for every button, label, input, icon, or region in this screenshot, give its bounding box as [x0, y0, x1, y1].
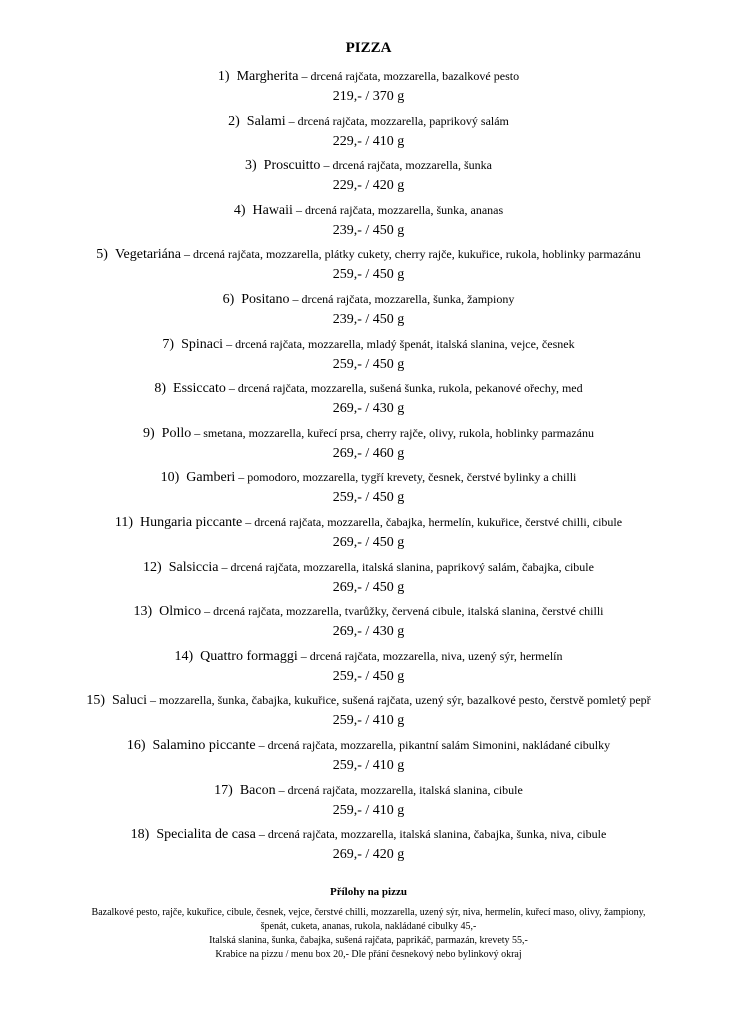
- item-line: [0, 68, 737, 85]
- item-line: [0, 380, 737, 397]
- item-description: – drcená rajčata, mozzarella, čabajka, hermelín, kukuřice, čerstvé chilli, cibule: [242, 515, 623, 529]
- menu-item: [0, 514, 737, 551]
- item-name: Saluci: [112, 693, 147, 708]
- item-number: 10): [160, 470, 180, 485]
- item-name: Essiccato: [173, 381, 226, 396]
- item-number: 14): [174, 649, 194, 664]
- item-line: [0, 559, 737, 576]
- item-price: 229,- / 420 g: [332, 178, 405, 193]
- item-name: Bacon: [239, 783, 276, 798]
- menu-item: [0, 648, 737, 685]
- item-name: Vegetariána: [114, 247, 182, 262]
- item-description: – pomodoro, mozzarella, tygří krevety, česnek, čerstvé bylinky a chilli: [235, 470, 577, 484]
- item-description: – drcená rajčata, mozzarella, paprikový salám: [285, 114, 509, 128]
- item-line: [0, 782, 737, 799]
- item-line: [0, 603, 737, 620]
- item-description: – drcená rajčata, mozzarella, tvarůžky, červená cibule, italská slanina, čerstvé chilli: [201, 604, 604, 618]
- item-number: 4): [233, 203, 246, 218]
- item-description: – drcená rajčata, mozzarella, mladý špenát, italská slanina, vejce, česnek: [223, 337, 575, 351]
- item-number: 15): [86, 693, 105, 708]
- item-number: 2): [228, 114, 240, 129]
- item-description: – drcená rajčata, mozzarella, plátky cukety, cherry rajče, kukuřice, rukola, hoblinky parmazánu: [181, 247, 641, 261]
- item-number: 13): [133, 604, 153, 619]
- item-line: [0, 113, 737, 130]
- item-number: 12): [143, 560, 162, 575]
- item-number: 3): [244, 158, 257, 173]
- item-number: 16): [126, 738, 146, 753]
- item-number: 17): [214, 783, 233, 798]
- item-number: 6): [222, 292, 235, 307]
- menu-item: [0, 380, 737, 417]
- item-number: 7): [162, 337, 175, 352]
- item-line: [0, 425, 737, 442]
- item-price: 269,- / 460 g: [332, 446, 405, 461]
- item-description: – drcená rajčata, mozzarella, italská slanina, paprikový salám, čabajka, cibule: [218, 560, 594, 574]
- item-price: 259,- / 410 g: [332, 758, 405, 773]
- menu-item: [0, 425, 737, 462]
- item-number: 5): [96, 247, 108, 262]
- item-name: Spinaci: [181, 337, 224, 352]
- menu-item: [0, 157, 737, 194]
- item-price: 219,- / 370 g: [332, 89, 405, 104]
- item-line: [0, 514, 737, 531]
- item-line: [0, 202, 737, 219]
- item-description: – drcená rajčata, mozzarella, italská slanina, cibule: [275, 783, 523, 797]
- item-price: 259,- / 450 g: [332, 357, 405, 372]
- menu-item: [0, 603, 737, 640]
- item-name: Hungaria piccante: [140, 515, 243, 530]
- menu-item: [0, 336, 737, 373]
- item-name: Positano: [241, 292, 290, 307]
- item-name: Gamberi: [186, 470, 236, 485]
- item-number: 18): [130, 827, 150, 842]
- item-price: 259,- / 450 g: [332, 267, 405, 282]
- item-price: 229,- / 410 g: [332, 134, 405, 149]
- item-price: 259,- / 410 g: [332, 713, 405, 728]
- item-price: 269,- / 430 g: [332, 624, 405, 639]
- item-line: [0, 291, 737, 308]
- item-description: – drcená rajčata, mozzarella, šunka, žampiony: [289, 292, 515, 306]
- item-price: 269,- / 450 g: [332, 535, 405, 550]
- item-description: – drcená rajčata, mozzarella, šunka, ananas: [292, 203, 504, 217]
- menu-item: [0, 826, 737, 863]
- item-name: Proscuitto: [263, 158, 321, 173]
- item-description: – drcená rajčata, mozzarella, pikantní salám Simonini, nakládané cibulky: [255, 738, 611, 752]
- menu-item: [0, 559, 737, 596]
- item-number: 1): [217, 69, 230, 84]
- item-name: Specialita de casa: [156, 827, 256, 842]
- item-description: – drcená rajčata, mozzarella, italská slanina, čabajka, šunka, niva, cibule: [255, 827, 607, 841]
- item-price: 239,- / 450 g: [332, 223, 405, 238]
- item-name: Salamino piccante: [152, 738, 256, 753]
- sides-title: Přílohy na pizzu: [329, 886, 407, 898]
- sides-line-4: Krabice na pizzu / menu box 20,- Dle přání česnekový nebo bylinkový okraj: [215, 949, 522, 960]
- menu-item: [0, 113, 737, 150]
- item-line: [0, 648, 737, 665]
- sides-line-2: špenát, cuketa, ananas, rukola, nakládané cibulky 45,-: [260, 921, 477, 932]
- item-price: 269,- / 430 g: [332, 401, 405, 416]
- item-description: – drcená rajčata, mozzarella, sušená šunka, rukola, pekanové ořechy, med: [225, 381, 583, 395]
- item-line: [0, 692, 737, 709]
- item-price: 259,- / 450 g: [332, 490, 405, 505]
- item-line: [0, 737, 737, 754]
- sides-line-3: Italská slanina, šunka, čabajka, sušená rajčata, paprikáč, parmazán, krevety 55,-: [209, 935, 528, 946]
- item-description: – drcená rajčata, mozzarella, šunka: [320, 158, 493, 172]
- item-line: [0, 826, 737, 843]
- item-description: – smetana, mozzarella, kuřecí prsa, cherry rajče, olivy, rukola, hoblinky parmazánu: [191, 426, 594, 440]
- item-line: [0, 336, 737, 353]
- item-name: Margherita: [236, 69, 299, 84]
- menu-item: [0, 692, 737, 729]
- item-number: 11): [114, 515, 134, 530]
- item-description: – mozzarella, šunka, čabajka, kukuřice, sušená rajčata, uzený sýr, bazalkové pesto, čerstvě pomletý pepř: [147, 693, 651, 707]
- item-name: Hawaii: [252, 203, 293, 218]
- sides-line-1: Bazalkové pesto, rajče, kukuřice, cibule, česnek, vejce, čerstvé chilli, mozzarella, uzený sýr, niva, hermelín, kuřecí maso, olivy, žampiony,: [91, 907, 646, 918]
- menu-item: [0, 782, 737, 819]
- item-price: 259,- / 410 g: [332, 803, 405, 818]
- item-name: Salsiccia: [168, 560, 219, 575]
- item-name: Quattro formaggi: [200, 649, 298, 664]
- menu-item: [0, 202, 737, 239]
- item-description: – drcená rajčata, mozzarella, niva, uzený sýr, hermelín: [297, 649, 563, 663]
- menu-item: [0, 469, 737, 506]
- menu-item: [0, 291, 737, 328]
- item-line: [0, 246, 737, 263]
- item-name: Pollo: [161, 426, 192, 441]
- item-price: 259,- / 450 g: [332, 669, 405, 684]
- item-price: 239,- / 450 g: [332, 312, 405, 327]
- item-price: 269,- / 450 g: [332, 580, 405, 595]
- item-line: [0, 469, 737, 486]
- item-line: [0, 157, 737, 174]
- item-price: 269,- / 420 g: [332, 847, 405, 862]
- item-description: – drcená rajčata, mozzarella, bazalkové pesto: [298, 69, 520, 83]
- menu-item: [0, 68, 737, 105]
- menu-item: [0, 246, 737, 283]
- item-name: Olmico: [159, 604, 202, 619]
- menu-item: [0, 737, 737, 774]
- item-number: 9): [143, 426, 155, 441]
- item-number: 8): [154, 381, 167, 396]
- page-title: PIZZA: [345, 40, 392, 56]
- item-name: Salami: [246, 114, 286, 129]
